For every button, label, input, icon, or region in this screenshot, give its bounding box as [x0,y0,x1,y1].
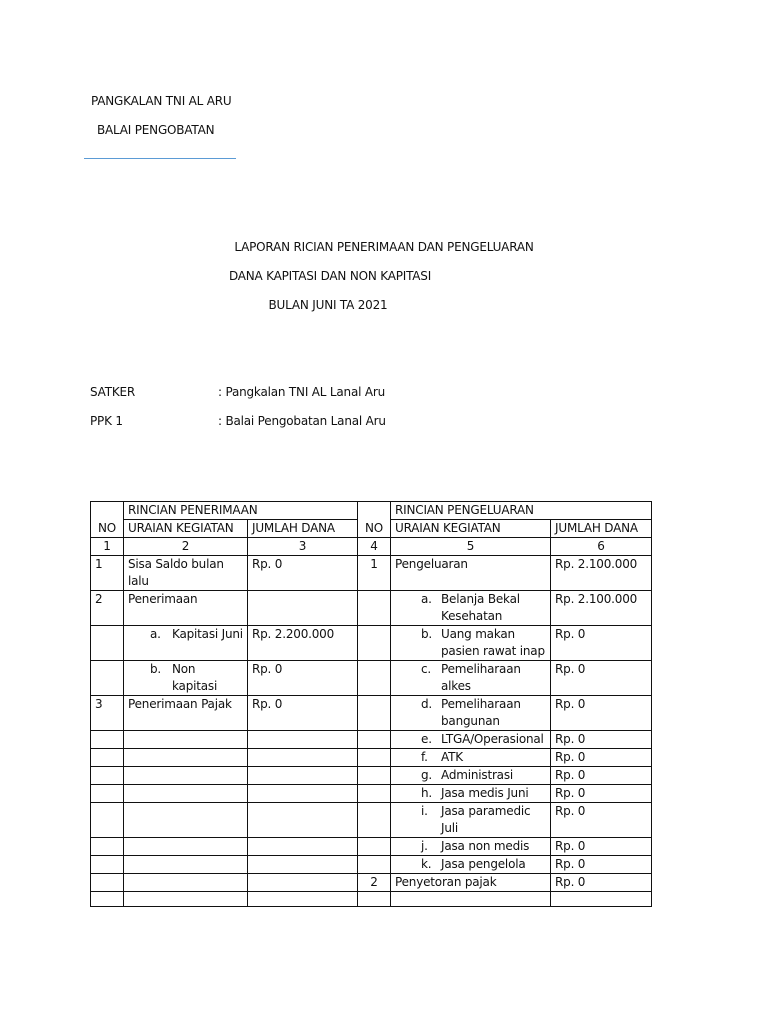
ppk-label: PPK 1 [90,414,123,428]
jumlah-right: Rp. 2.100.000 [551,556,652,591]
jumlah-right: Rp. 0 [551,767,652,785]
jumlah-right [551,892,652,907]
header-jumlah-right: JUMLAH DANA [551,520,652,538]
row-no-left [91,661,124,696]
item-marker: a. [421,592,432,606]
column-number: 5 [391,538,551,556]
jumlah-left: Rp. 0 [248,696,358,731]
report-title-line-1: LAPORAN RICIAN PENERIMAAN DAN PENGELUARAN [234,240,534,254]
table-row [91,591,652,626]
row-no-right [358,767,391,785]
jumlah-right: Rp. 2.100.000 [551,591,652,626]
table-row [91,731,652,749]
row-no-right [358,661,391,696]
item-text: Jasa paramedic Juli [441,804,531,835]
jumlah-left [248,749,358,767]
item-text: Kapitasi Juni [172,627,243,641]
uraian-right [391,767,551,785]
row-no-left: 2 [91,591,124,626]
row-no-left [91,626,124,661]
row-no-left [91,856,124,874]
uraian-left: Penerimaan Pajak [124,696,248,731]
row-no-left [91,749,124,767]
item-marker: i. [421,804,428,818]
header-uraian-right: URAIAN KEGIATAN [391,520,551,538]
uraian-right [391,856,551,874]
item-marker: g. [421,768,433,782]
row-no-right: 2 [358,874,391,892]
row-no-left [91,803,124,838]
uraian-left [124,626,248,661]
jumlah-left [248,785,358,803]
column-number: 1 [91,538,124,556]
header-rincian-pengeluaran: RINCIAN PENGELUARAN [391,502,652,520]
header-no-right: NO [358,502,391,538]
column-number: 2 [124,538,248,556]
row-no-right [358,856,391,874]
table-row [91,856,652,874]
jumlah-left: Rp. 0 [248,661,358,696]
header-rincian-penerimaan: RINCIAN PENERIMAAN [124,502,358,520]
row-no-left [91,767,124,785]
row-no-right [358,749,391,767]
uraian-left [124,661,248,696]
item-marker: j. [421,839,428,853]
uraian-left: Penerimaan [124,591,248,626]
row-no-right [358,626,391,661]
item-text: ATK [441,750,463,764]
row-no-right [358,591,391,626]
item-marker: b. [150,662,162,676]
item-marker: k. [421,857,432,871]
column-number-row [91,538,652,556]
jumlah-left [248,874,358,892]
jumlah-left [248,767,358,785]
table-row [91,661,652,696]
header-no-left: NO [91,502,124,538]
jumlah-right: Rp. 0 [551,785,652,803]
jumlah-left [248,892,358,907]
item-text: Jasa medis Juni [441,786,529,800]
report-title-line-2: DANA KAPITASI DAN NON KAPITASI [228,269,432,283]
uraian-left: Sisa Saldo bulan lalu [124,556,248,591]
column-number: 3 [248,538,358,556]
item-marker: b. [421,627,433,641]
uraian-left [124,856,248,874]
row-no-right [358,803,391,838]
row-no-right [358,838,391,856]
row-no-left [91,874,124,892]
item-marker: h. [421,786,433,800]
table-row [91,749,652,767]
table-row [91,556,652,591]
unit-name: BALAI PENGOBATAN [97,123,215,137]
org-name: PANGKALAN TNI AL ARU [91,94,232,108]
jumlah-right: Rp. 0 [551,626,652,661]
row-no-right [358,892,391,907]
uraian-right [391,696,551,731]
report-table [90,501,652,907]
row-no-left: 3 [91,696,124,731]
table-row [91,892,652,907]
uraian-left [124,749,248,767]
uraian-right [391,803,551,838]
uraian-left [124,892,248,907]
uraian-left [124,838,248,856]
uraian-right [391,785,551,803]
row-no-left [91,731,124,749]
uraian-left [124,785,248,803]
column-number: 4 [358,538,391,556]
uraian-left [124,731,248,749]
table-row [91,838,652,856]
satker-label: SATKER [90,385,136,399]
item-text: Jasa pengelola [441,857,526,871]
table-row [91,874,652,892]
jumlah-right: Rp. 0 [551,731,652,749]
table-row [91,767,652,785]
uraian-right [391,591,551,626]
column-number: 6 [551,538,652,556]
jumlah-right: Rp. 0 [551,696,652,731]
row-no-right [358,731,391,749]
uraian-left [124,767,248,785]
item-text: Jasa non medis [441,839,530,853]
row-no-left [91,785,124,803]
item-marker: c. [421,662,432,676]
uraian-right: Pengeluaran [391,556,551,591]
item-text: Pemeliharaan bangunan [441,697,521,728]
header-jumlah-left: JUMLAH DANA [248,520,358,538]
row-no-right: 1 [358,556,391,591]
item-text: Belanja Bekal Kesehatan [441,592,520,623]
uraian-right [391,731,551,749]
table-row [91,696,652,731]
row-no-left [91,838,124,856]
uraian-right: Penyetoran pajak [391,874,551,892]
uraian-left [124,874,248,892]
row-no-right [358,785,391,803]
row-no-left [91,892,124,907]
satker-value: : Pangkalan TNI AL Lanal Aru [218,385,385,399]
jumlah-right: Rp. 0 [551,661,652,696]
item-marker: a. [150,627,161,641]
jumlah-left [248,731,358,749]
row-no-right [358,696,391,731]
uraian-right [391,838,551,856]
uraian-right [391,749,551,767]
jumlah-right: Rp. 0 [551,856,652,874]
item-marker: d. [421,697,433,711]
item-text: Uang makan pasien rawat inap [441,627,545,658]
item-text: Administrasi [441,768,514,782]
uraian-right [391,626,551,661]
jumlah-right: Rp. 0 [551,874,652,892]
jumlah-right: Rp. 0 [551,803,652,838]
uraian-right [391,661,551,696]
jumlah-left [248,856,358,874]
header-uraian-left: URAIAN KEGIATAN [124,520,248,538]
table-row [91,626,652,661]
item-marker: f. [421,750,428,764]
item-text: Pemeliharaan alkes [441,662,521,693]
row-no-left: 1 [91,556,124,591]
item-marker: e. [421,732,432,746]
table-header-row-1 [91,502,652,520]
item-text: Non kapitasi [172,662,218,693]
jumlah-right: Rp. 0 [551,838,652,856]
table-row [91,785,652,803]
jumlah-left [248,838,358,856]
jumlah-left: Rp. 0 [248,556,358,591]
item-text: LTGA/Operasional [441,732,544,746]
jumlah-left [248,803,358,838]
jumlah-right: Rp. 0 [551,749,652,767]
jumlah-left: Rp. 2.200.000 [248,626,358,661]
uraian-left [124,803,248,838]
uraian-right [391,892,551,907]
jumlah-left [248,591,358,626]
ppk-value: : Balai Pengobatan Lanal Aru [218,414,386,428]
letterhead-underline [84,158,236,159]
table-row [91,803,652,838]
report-title-line-3: BULAN JUNI TA 2021 [268,298,388,312]
